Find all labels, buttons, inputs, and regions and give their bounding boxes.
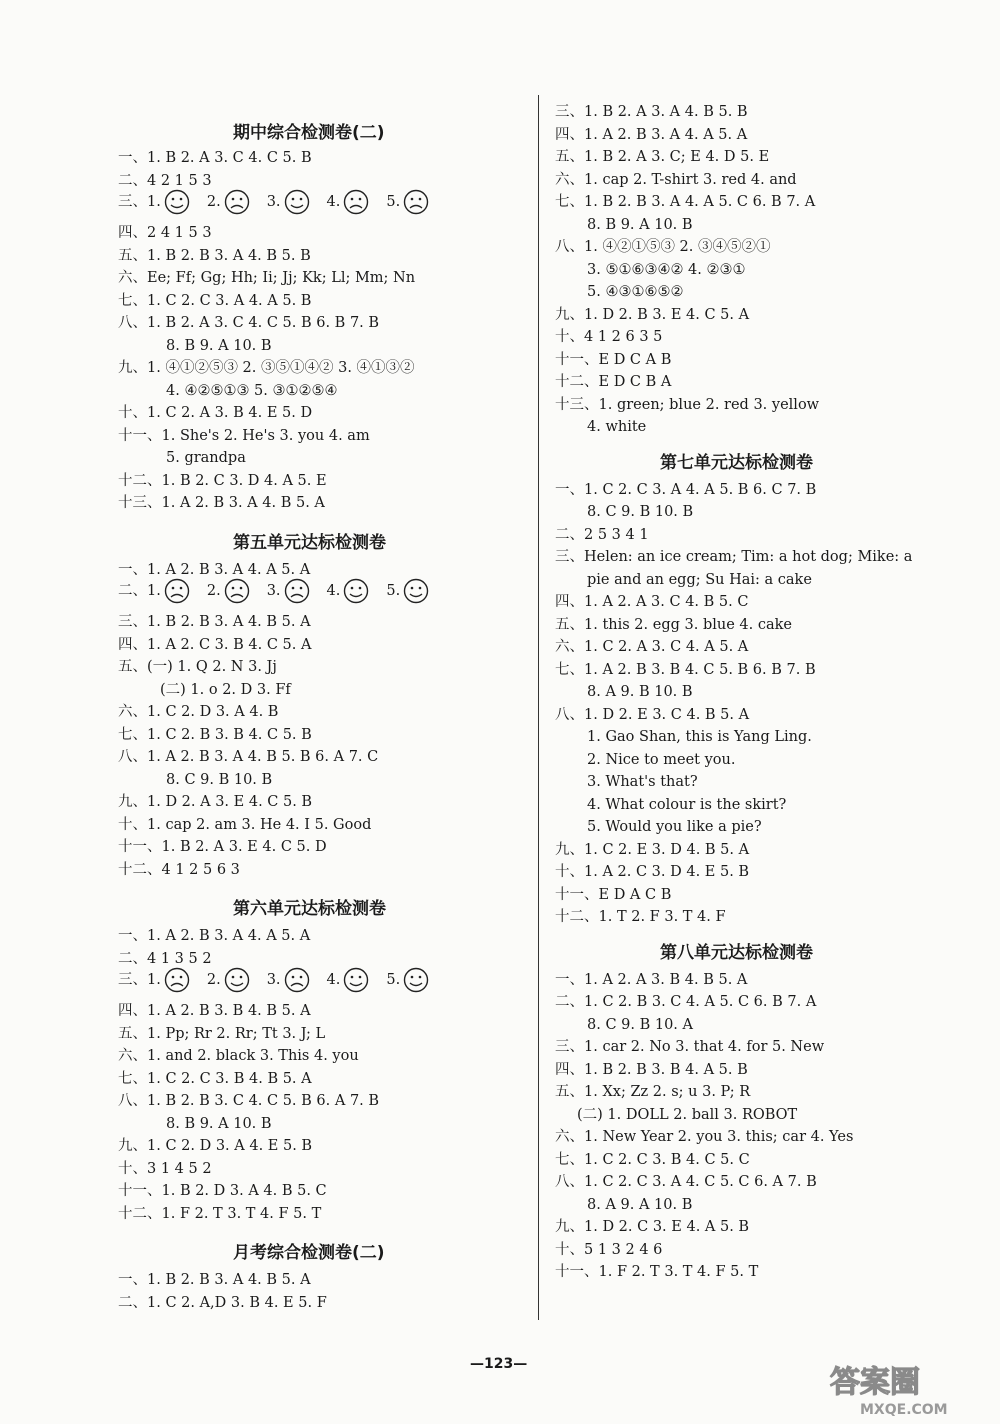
item-number: 4. [326, 194, 341, 210]
answer-line: 八、1. ④②①⑤③ 2. ③④⑤②① [555, 239, 771, 255]
smile-face-icon [164, 189, 190, 215]
answer-line: 十二、E D C B A [555, 374, 672, 390]
item-number: 2. [206, 583, 221, 599]
answer-line: 七、1. A 2. B 3. B 4. C 5. B 6. B 7. B [555, 661, 816, 678]
answer-line: 一、1. A 2. A 3. B 4. B 5. A [555, 971, 748, 988]
row-label: 三、1. [118, 972, 161, 988]
answer-line: 六、Ee; Ff; Gg; Hh; Ii; Jj; Kk; Ll; Mm; Nn [118, 270, 416, 286]
answer-line: 4. white [587, 419, 647, 435]
answer-line: 七、1. C 2. C 3. B 4. B 5. A [118, 1070, 312, 1087]
item-number: 5. [386, 194, 401, 210]
answer-line: 一、1. A 2. B 3. A 4. A 5. A [118, 928, 311, 944]
row-label: 三、1. [118, 194, 161, 210]
sad-face-icon [284, 967, 310, 993]
answer-line: 一、1. C 2. C 3. A 4. A 5. B 6. C 7. B [555, 481, 817, 498]
smile-face-icon [224, 967, 250, 993]
sad-face-icon [343, 189, 369, 215]
answer-line: 五、1. this 2. egg 3. blue 4. cake [555, 616, 792, 633]
answer-line: 五、1. Pp; Rr 2. Rr; Tt 3. J; L [118, 1025, 326, 1042]
item-number: 3. [266, 972, 281, 988]
section-title-monthly: 月考综合检测卷(二) [233, 1243, 385, 1263]
answer-line: 一、1. B 2. A 3. C 4. C 5. B [118, 150, 312, 166]
answer-line: 四、1. B 2. B 3. B 4. A 5. B [555, 1061, 748, 1078]
smile-face-icon [403, 967, 429, 993]
answer-line: 九、1. ④①②⑤③ 2. ③⑤①④② 3. ④①③② [118, 360, 415, 376]
answer-line: 十、4 1 2 6 3 5 [555, 329, 663, 345]
section-title-unit6: 第六单元达标检测卷 [233, 899, 386, 919]
smile-face-icon [403, 578, 429, 604]
item-number: 2. [206, 972, 221, 988]
sad-face-icon [403, 189, 429, 215]
answer-line: 二、4 1 3 5 2 [118, 950, 212, 967]
answer-line: 四、1. A 2. A 3. C 4. B 5. C [555, 594, 749, 610]
answer-line: 二、2 5 3 4 1 [555, 526, 649, 543]
smile-face-icon [343, 967, 369, 993]
answer-line: 8. C 9. B 10. B [166, 771, 273, 788]
answer-line: 1. Gao Shan, this is Yang Ling. [587, 729, 812, 745]
answer-line: 三、Helen: an ice cream; Tim: a hot dog; Mike: a [555, 549, 913, 565]
smile-face-icon [343, 578, 369, 604]
answer-line: 二、4 2 1 5 3 [118, 172, 212, 189]
answer-line: 十一、1. B 2. D 3. A 4. B 5. C [118, 1183, 327, 1199]
answer-line: (二) 1. o 2. D 3. Ff [160, 681, 291, 698]
answer-line: 5. Would you like a pie? [587, 819, 762, 835]
answer-line: 八、1. A 2. B 3. A 4. B 5. B 6. A 7. C [118, 749, 379, 765]
answer-line: 5. grandpa [166, 450, 246, 466]
answer-line: 八、1. B 2. A 3. C 4. C 5. B 6. B 7. B [118, 315, 380, 331]
emoji-answer-row [118, 578, 432, 604]
answer-line: 四、1. A 2. B 3. A 4. A 5. A [555, 126, 748, 143]
item-number: 5. [386, 583, 401, 599]
answer-line: 四、1. A 2. B 3. B 4. B 5. A [118, 1003, 311, 1019]
answer-line: 4. What colour is the skirt? [587, 796, 787, 813]
answer-line: 六、1. cap 2. T-shirt 3. red 4. and [555, 171, 797, 188]
item-number: 2. [206, 194, 221, 210]
answer-line: 十、1. C 2. A 3. B 4. E 5. D [118, 405, 313, 421]
answer-line: 九、1. D 2. A 3. E 4. C 5. B [118, 794, 313, 810]
sad-face-icon [164, 578, 190, 604]
answer-line: 十二、1. T 2. F 3. T 4. F [555, 909, 726, 925]
answer-line: 十一、E D A C B [555, 886, 672, 903]
answer-line: 七、1. C 2. C 3. A 4. A 5. B [118, 292, 312, 309]
answer-line: 十一、1. B 2. A 3. E 4. C 5. D [118, 839, 327, 855]
column-divider [538, 95, 539, 1320]
section-title-unit7: 第七单元达标检测卷 [660, 452, 813, 473]
answer-line: 二、1. C 2. B 3. C 4. A 5. C 6. B 7. A [555, 994, 817, 1010]
emoji-answer-row [118, 967, 432, 993]
answer-line: 4. ④②⑤①③ 5. ③①②⑤④ [166, 382, 338, 399]
answer-line: 三、1. car 2. No 3. that 4. for 5. New [555, 1039, 825, 1055]
answer-line: 九、1. C 2. D 3. A 4. E 5. B [118, 1138, 313, 1154]
answer-line: 十、1. A 2. C 3. D 4. E 5. B [555, 864, 750, 880]
section-title-midterm: 期中综合检测卷(二) [233, 123, 385, 143]
answer-line: 八、1. D 2. E 3. C 4. B 5. A [555, 706, 750, 723]
answer-line: pie and an egg; Su Hai: a cake [587, 571, 812, 588]
answer-line: 五、1. B 2. A 3. C; E 4. D 5. E [555, 149, 770, 165]
answer-line: 五、(一) 1. Q 2. N 3. Jj [118, 659, 277, 675]
answer-line: 六、1. New Year 2. you 3. this; car 4. Yes [555, 1129, 854, 1145]
item-number: 3. [266, 583, 281, 599]
answer-line: 8. B 9. A 10. B [166, 1115, 272, 1132]
answer-line: 六、1. C 2. D 3. A 4. B [118, 704, 279, 720]
answer-line: 八、1. B 2. B 3. C 4. C 5. B 6. A 7. B [118, 1093, 380, 1109]
answer-line: 5. ④③①⑥⑤② [587, 284, 684, 300]
answer-line: 8. A 9. A 10. B [587, 1196, 693, 1213]
answer-line: 8. B 9. A 10. B [166, 337, 272, 354]
row-label: 二、1. [118, 583, 161, 599]
answer-line: 十一、1. F 2. T 3. T 4. F 5. T [555, 1264, 759, 1280]
answer-line: 8. A 9. B 10. B [587, 684, 693, 700]
page-number: —123— [470, 1356, 528, 1372]
item-number: 4. [326, 972, 341, 988]
answer-line: (二) 1. DOLL 2. ball 3. ROBOT [577, 1106, 798, 1123]
section-title-unit8: 第八单元达标检测卷 [660, 942, 813, 963]
answer-line: 8. C 9. B 10. B [587, 504, 694, 520]
answer-line: 十二、1. B 2. C 3. D 4. A 5. E [118, 472, 327, 489]
sad-face-icon [224, 189, 250, 215]
answer-line: 四、2 4 1 5 3 [118, 225, 212, 241]
answer-line: 三、1. B 2. B 3. A 4. B 5. A [118, 614, 311, 630]
answer-line: 8. B 9. A 10. B [587, 216, 693, 233]
answer-line: 十、3 1 4 5 2 [118, 1160, 212, 1177]
answer-line: 十三、1. A 2. B 3. A 4. B 5. A [118, 495, 325, 511]
smile-face-icon [284, 189, 310, 215]
emoji-answer-row [118, 189, 432, 215]
watermark-logo [820, 1360, 990, 1420]
answer-line: 3. What's that? [587, 774, 698, 790]
answer-line: 九、1. D 2. B 3. E 4. C 5. A [555, 306, 750, 323]
watermark-top: 答案圈 [830, 1365, 920, 1400]
answer-line: 8. C 9. B 10. A [587, 1016, 693, 1033]
answer-line: 十二、1. F 2. T 3. T 4. F 5. T [118, 1205, 322, 1222]
answer-line: 六、1. C 2. A 3. C 4. A 5. A [555, 639, 749, 655]
answer-line: 2. Nice to meet you. [587, 751, 736, 768]
answer-line: 九、1. C 2. E 3. D 4. B 5. A [555, 841, 750, 858]
item-number: 4. [326, 583, 341, 599]
answer-line: 四、1. A 2. C 3. B 4. C 5. A [118, 636, 312, 653]
answer-line: 九、1. D 2. C 3. E 4. A 5. B [555, 1219, 750, 1235]
answer-line: 十三、1. green; blue 2. red 3. yellow [555, 396, 820, 413]
sad-face-icon [164, 967, 190, 993]
answer-line: 3. ⑤①⑥③④② 4. ②③① [587, 261, 746, 278]
answer-line: 二、1. C 2. A,D 3. B 4. E 5. F [118, 1294, 327, 1311]
answer-line: 七、1. C 2. B 3. B 4. C 5. B [118, 726, 312, 743]
answer-line: 十一、E D C A B [555, 351, 672, 368]
answer-line: 六、1. and 2. black 3. This 4. you [118, 1048, 359, 1064]
section-title-unit5: 第五单元达标检测卷 [233, 532, 386, 553]
sad-face-icon [284, 578, 310, 604]
watermark-url: MXQE.COM [860, 1402, 948, 1418]
answer-line: 八、1. C 2. C 3. A 4. C 5. C 6. A 7. B [555, 1174, 817, 1190]
answer-line: 十二、4 1 2 5 6 3 [118, 861, 240, 878]
item-number: 3. [266, 194, 281, 210]
answer-line: 五、1. B 2. B 3. A 4. B 5. B [118, 247, 311, 264]
answer-line: 五、1. Xx; Zz 2. s; u 3. P; R [555, 1084, 751, 1100]
answer-line: 七、1. B 2. B 3. A 4. A 5. C 6. B 7. A [555, 194, 816, 210]
answer-line: 一、1. B 2. B 3. A 4. B 5. A [118, 1272, 311, 1288]
answer-line: 十、5 1 3 2 4 6 [555, 1241, 663, 1258]
answer-line: 十、1. cap 2. am 3. He 4. I 5. Good [118, 816, 372, 833]
sad-face-icon [224, 578, 250, 604]
answer-line: 一、1. A 2. B 3. A 4. A 5. A [118, 561, 311, 578]
answer-line: 三、1. B 2. A 3. A 4. B 5. B [555, 104, 748, 120]
answer-line: 七、1. C 2. C 3. B 4. C 5. C [555, 1151, 750, 1168]
answer-line: 十一、1. She's 2. He's 3. you 4. am [118, 427, 370, 444]
item-number: 5. [386, 972, 401, 988]
